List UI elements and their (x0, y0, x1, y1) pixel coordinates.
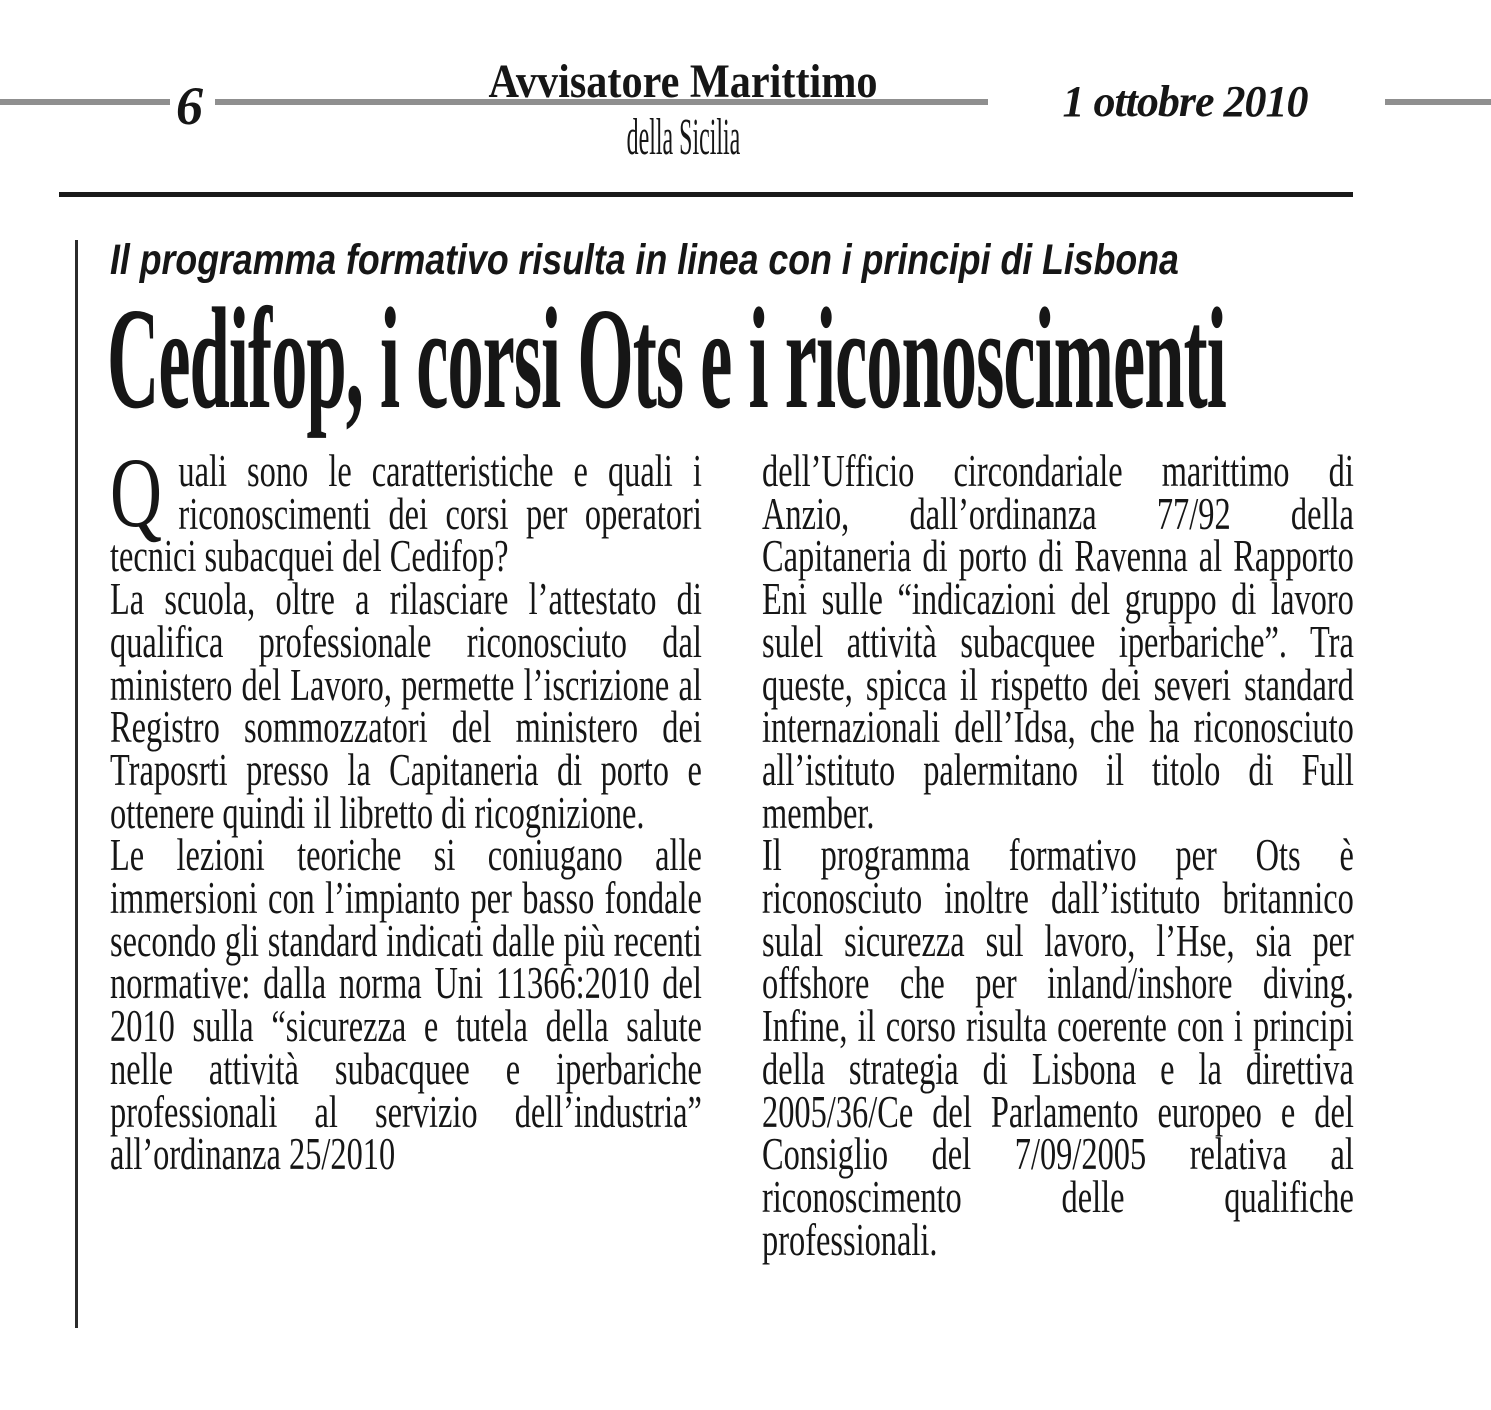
article-kicker: Il programma formativo risulta in linea con i principi di Lisbona (110, 236, 1179, 284)
header-divider-rule (59, 192, 1353, 197)
issue-date: 1 ottobre 2010 (1062, 77, 1308, 126)
article-column-2 (762, 446, 1354, 1265)
masthead-subtitle-text: della Sicilia (626, 109, 740, 166)
page-number: 6 (176, 76, 203, 136)
paragraph: Le lezioni teoriche si coniugano alle immersioni con l’impianto per basso fondale secondo gli standard indicati dalle più recenti normative: dalla norma Uni 11366:2010 del 2010 sulla “sicurezza e tutela della salute nelle attività subacquee e iperbariche professionali al servizio dell’industria” all’ordinanza 25/2010 (110, 830, 702, 1180)
paragraph (110, 437, 702, 582)
header-gray-rule-left (0, 99, 170, 105)
paragraph: dell’Ufficio circondariale marittimo di Anzio, dall’ordinanza 77/92 della Capitaneria di porto di Ravenna al Rapporto Eni sulle “indicazioni del gruppo di lavoro sulel attività subacquee iperbariche”. Tra queste, spicca il rispetto dei severi standard internazionali dell’Idsa, che ha riconosciuto all’istituto palermitano il titolo di Full member. (762, 446, 1354, 838)
header-gray-rule-right (1385, 99, 1491, 105)
paragraph: Il programma formativo per Ots è riconosciuto inoltre dall’istituto britannico sulal sicurezza sul lavoro, l’Hse, sia per offshore che per inland/inshore diving. Infine, il corso risulta coerente con i principi della strategia di Lisbona e la direttiva 2005/36/Ce del Parlamento europeo e del Consiglio del 7/09/2005 relativa al riconoscimento delle qualifiche professionali. (762, 830, 1354, 1265)
article-column-1 (110, 437, 702, 1180)
masthead-title (433, 55, 933, 108)
article-left-rule (75, 240, 78, 1328)
paragraph: La scuola, oltre a rilasciare l’attestato di qualifica professionale riconosciuto dal ministero del Lavoro, permette l’iscrizione al Registro sommozzatori del ministero dei Traposrti presso la Capitaneria di porto e ottenere quindi il libretto di ricognizione. (110, 574, 702, 838)
drop-cap: Q (110, 437, 162, 548)
masthead-title-text: Avvisatore Marittimo (488, 55, 878, 108)
masthead-subtitle (433, 109, 933, 166)
article-headline: Cedifop, i corsi Ots e i riconoscimenti (107, 279, 1226, 439)
paragraph-text: uali sono le caratteristiche e quali i riconoscimenti dei corsi per operatori tecnici subacquei del Cedifop? (110, 446, 702, 582)
